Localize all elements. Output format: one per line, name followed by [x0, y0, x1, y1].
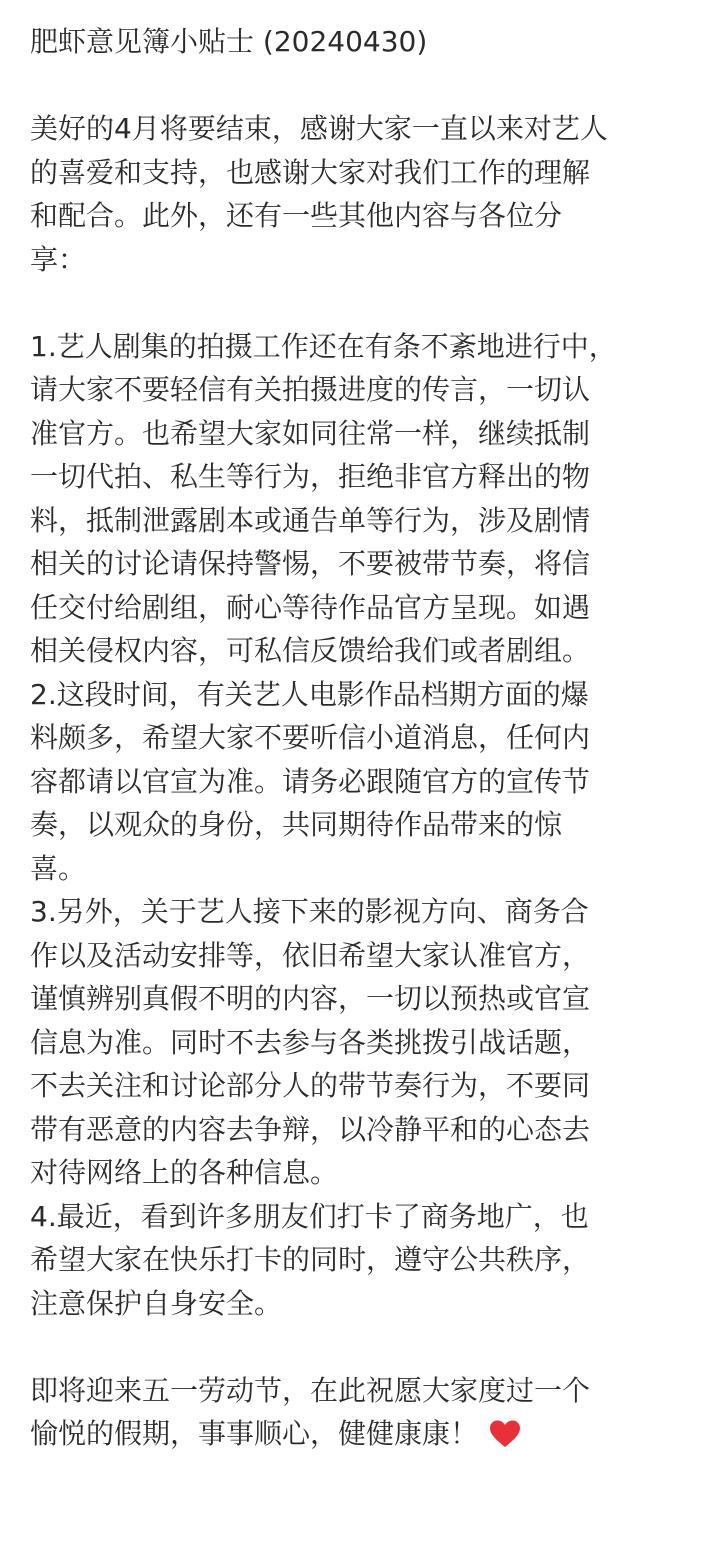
closing-paragraph [30, 1369, 710, 1456]
text-line: 注意保护自身安全。 [30, 1286, 283, 1320]
text-line: 料，抵制泄露剧本或通告单等行为，涉及剧情 [30, 503, 591, 537]
text-line: 相关的讨论请保持警惕，不要被带节奏，将信 [30, 547, 591, 580]
point-1-paragraph [30, 325, 710, 673]
text-line: 任交付给剧组，耐心等待作品官方呈现。如遇 [30, 590, 591, 624]
text-line: 1.艺人剧集的拍摄工作还在有条不紊地进行中， [30, 329, 617, 363]
text-line: 3.另外，关于艺人接下来的影视方向、商务合 [30, 895, 589, 928]
text-line: 料颇多，希望大家不要听信小道消息，任何内 [30, 721, 591, 754]
text-line: 喜。 [30, 851, 87, 885]
text-line: 相关侵权内容，可私信反馈给我们或者剧组。 [30, 634, 591, 667]
text-line: 请大家不要轻信有关拍摄进度的传言，一切认 [30, 373, 591, 406]
text-line: 作以及活动安排等，依旧希望大家认准官方， [30, 938, 591, 972]
intro-paragraph [30, 107, 710, 281]
text-line: 的喜爱和支持，也感谢大家对我们工作的理解 [30, 155, 591, 189]
text-line: 准官方。也希望大家如同往常一样，继续抵制 [30, 416, 591, 450]
text-line: 和配合。此外，还有一些其他内容与各位分 [30, 199, 563, 232]
blank-line [30, 1325, 710, 1369]
text-line: 不去关注和讨论部分人的带节奏行为，不要同 [30, 1069, 591, 1102]
text-line: 信息为准。同时不去参与各类挑拨引战话题， [30, 1025, 591, 1059]
text-line: 奏，以观众的身份，共同期待作品带来的惊 [30, 808, 563, 841]
text-line: 容都请以官宣为准。请务必跟随官方的宣传节 [30, 764, 591, 798]
blank-line [30, 64, 710, 108]
point-4-paragraph [30, 1195, 710, 1326]
heart-icon [488, 1418, 522, 1448]
text-line: 带有恶意的内容去争辩，以冷静平和的心态去 [30, 1112, 591, 1146]
point-2-paragraph [30, 673, 710, 891]
text-line: 谨慎辨别真假不明的内容，一切以预热或官宣 [30, 982, 591, 1015]
point-3-paragraph [30, 890, 710, 1195]
text-line: 对待网络上的各种信息。 [30, 1156, 339, 1189]
text-line: 4.最近，看到许多朋友们打卡了商务地广，也 [30, 1199, 589, 1233]
closing-last-line [30, 1412, 710, 1456]
text-line: 享： [30, 242, 87, 276]
note-content [30, 20, 710, 1456]
text-line: 一切代拍、私生等行为，拒绝非官方释出的物 [30, 460, 591, 493]
text-line: 愉悦的假期，事事顺心，健健康康！ [30, 1417, 479, 1450]
text-line: 美好的4月将要结束，感谢大家一直以来对艺人 [30, 112, 608, 145]
note-title: 肥虾意见簿小贴士 (20240430) [30, 25, 428, 58]
blank-line [30, 281, 710, 325]
text-line: 2.这段时间，有关艺人电影作品档期方面的爆 [30, 677, 589, 711]
text-line: 即将迎来五一劳动节，在此祝愿大家度过一个 [30, 1373, 591, 1407]
text-line: 希望大家在快乐打卡的同时，遵守公共秩序， [30, 1243, 591, 1276]
